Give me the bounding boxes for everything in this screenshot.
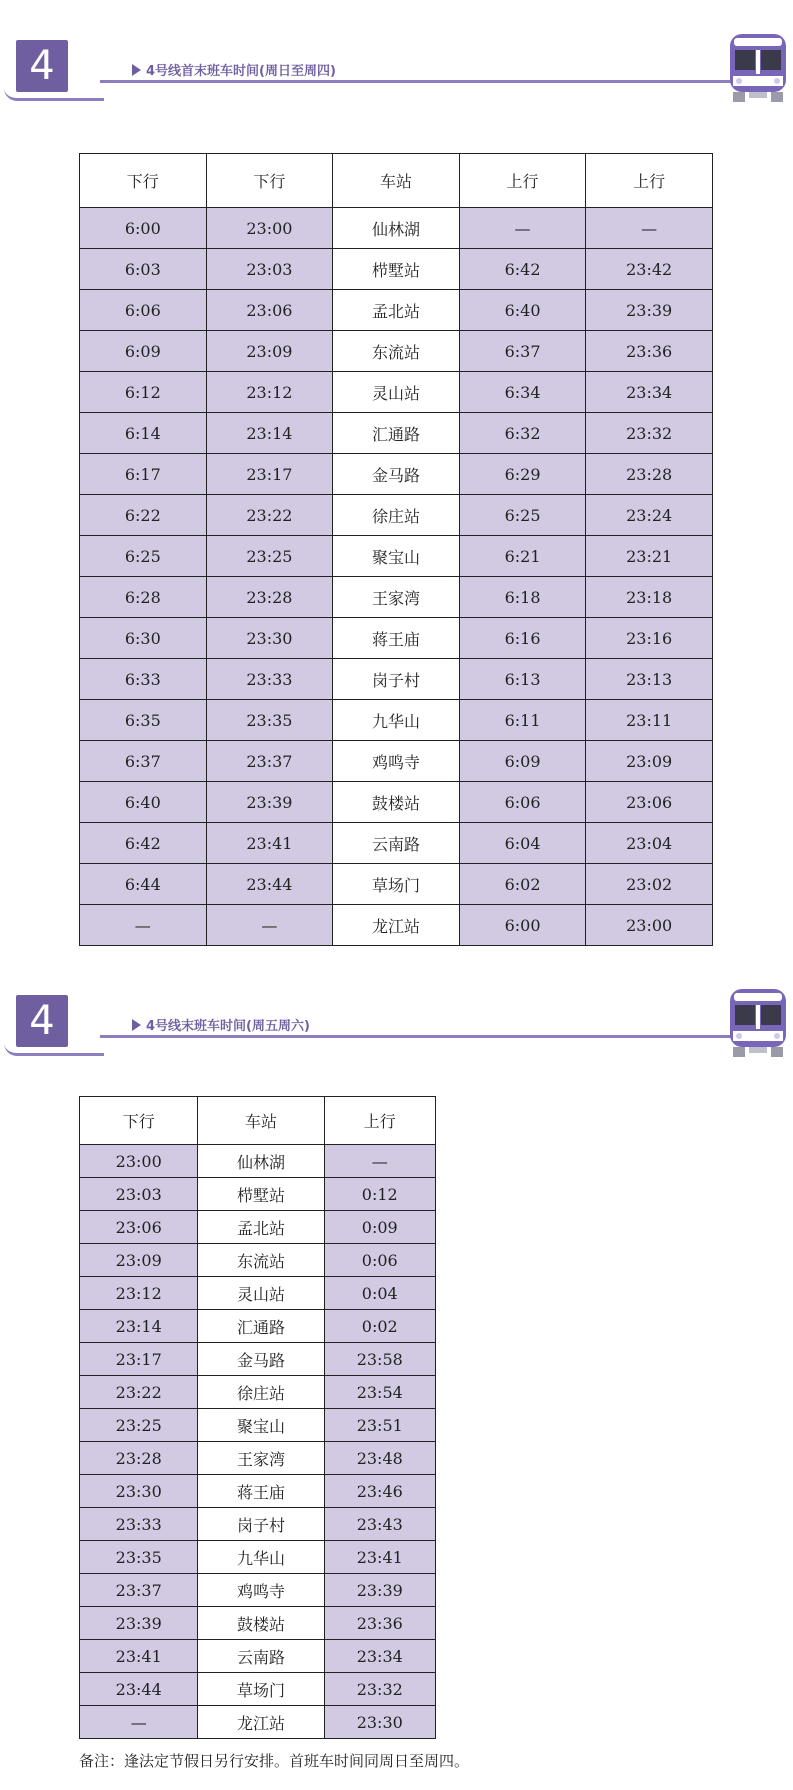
table-cell: 徐庄站 (333, 495, 460, 536)
table-cell: 云南路 (198, 1640, 324, 1673)
table-cell: 6:02 (459, 864, 586, 905)
table-cell: 23:06 (586, 782, 713, 823)
table-cell: 聚宝山 (333, 536, 460, 577)
table-cell: 23:17 (80, 1343, 198, 1376)
table-cell: 草场门 (333, 864, 460, 905)
table-row (80, 1475, 436, 1508)
table-cell: 23:33 (80, 1508, 198, 1541)
table-cell: 23:48 (324, 1442, 436, 1475)
timetable-weekend (79, 1096, 436, 1739)
table-cell: 23:41 (80, 1640, 198, 1673)
table-cell: 23:03 (80, 1178, 198, 1211)
table-cell: 仙林湖 (333, 208, 460, 249)
table-cell: 23:21 (586, 536, 713, 577)
table-cell: 23:25 (206, 536, 333, 577)
table-row (80, 659, 713, 700)
table-cell: 龙江站 (198, 1706, 324, 1739)
table-cell: 鼓楼站 (198, 1607, 324, 1640)
table-cell: 王家湾 (333, 577, 460, 618)
table-cell: 23:03 (206, 249, 333, 290)
table-cell: 6:06 (80, 290, 207, 331)
table-row (80, 1145, 436, 1178)
table-cell: 23:36 (324, 1607, 436, 1640)
triangle-bullet-icon (132, 64, 141, 76)
table-cell: 6:40 (80, 782, 207, 823)
table-cell: 23:18 (586, 577, 713, 618)
table-row (80, 1640, 436, 1673)
table-cell: 23:14 (80, 1310, 198, 1343)
section-title: 4号线首末班车时间(周日至周四) (146, 64, 336, 79)
table-cell: 23:37 (206, 741, 333, 782)
table-cell: 23:04 (586, 823, 713, 864)
table-cell: 23:39 (324, 1574, 436, 1607)
table-header-row (80, 1097, 436, 1145)
table-cell: 6:34 (459, 372, 586, 413)
table-cell: 6:22 (80, 495, 207, 536)
col-header: 下行 (80, 154, 207, 208)
table-cell: 6:37 (459, 331, 586, 372)
table-cell: 龙江站 (333, 905, 460, 946)
table-row (80, 1673, 436, 1706)
table-cell: 23:11 (586, 700, 713, 741)
table-cell: 王家湾 (198, 1442, 324, 1475)
table-cell: 23:46 (324, 1475, 436, 1508)
table-cell: 东流站 (198, 1244, 324, 1277)
table-cell: 蒋王庙 (333, 618, 460, 659)
footnote: 备注：逢法定节假日另行安排。首班车时间同周日至周四。 (79, 1752, 470, 1770)
col-header: 上行 (459, 154, 586, 208)
table-cell: 6:17 (80, 454, 207, 495)
table-row (80, 1178, 436, 1211)
table-cell: 0:12 (324, 1178, 436, 1211)
table-cell: 23:34 (586, 372, 713, 413)
table-row (80, 372, 713, 413)
table-cell: 23:09 (206, 331, 333, 372)
table-cell: 23:33 (206, 659, 333, 700)
table-row (80, 618, 713, 659)
table-cell: 6:06 (459, 782, 586, 823)
col-header: 上行 (324, 1097, 436, 1145)
table-cell: 6:13 (459, 659, 586, 700)
table-cell: 23:42 (586, 249, 713, 290)
table-cell: 6:03 (80, 249, 207, 290)
table-row (80, 782, 713, 823)
table-cell: 23:39 (206, 782, 333, 823)
table-cell: 23:25 (80, 1409, 198, 1442)
col-header: 下行 (206, 154, 333, 208)
table-cell: 23:28 (206, 577, 333, 618)
table-cell: 23:16 (586, 618, 713, 659)
table-cell: 6:32 (459, 413, 586, 454)
table-cell: — (324, 1145, 436, 1178)
table-row (80, 1277, 436, 1310)
table-cell: 鸡鸣寺 (198, 1574, 324, 1607)
table-cell: 孟北站 (333, 290, 460, 331)
table-cell: 23:13 (586, 659, 713, 700)
table-row (80, 454, 713, 495)
table-cell: — (80, 905, 207, 946)
line-badge: 4 (16, 40, 68, 92)
table-cell: 灵山站 (198, 1277, 324, 1310)
table-cell: 23:06 (80, 1211, 198, 1244)
table-cell: 23:00 (206, 208, 333, 249)
table-cell: 岗子村 (198, 1508, 324, 1541)
table-cell: 6:33 (80, 659, 207, 700)
section2-header (0, 995, 793, 1095)
table-cell: 6:16 (459, 618, 586, 659)
table-row (80, 1442, 436, 1475)
col-header: 上行 (586, 154, 713, 208)
table-cell: 23:37 (80, 1574, 198, 1607)
table-cell: 23:22 (206, 495, 333, 536)
table-cell: 23:00 (80, 1145, 198, 1178)
table-cell: 6:09 (459, 741, 586, 782)
table-cell: 23:17 (206, 454, 333, 495)
table-cell: 6:25 (459, 495, 586, 536)
table-cell: 6:11 (459, 700, 586, 741)
table-cell: 0:06 (324, 1244, 436, 1277)
table-cell: 23:44 (206, 864, 333, 905)
table-cell: 23:34 (324, 1640, 436, 1673)
table-cell: 栉墅站 (333, 249, 460, 290)
table-cell: 23:54 (324, 1376, 436, 1409)
table-row (80, 1343, 436, 1376)
table-cell: 23:22 (80, 1376, 198, 1409)
table-row (80, 823, 713, 864)
col-header: 车站 (333, 154, 460, 208)
table-row (80, 741, 713, 782)
table-cell: 金马路 (198, 1343, 324, 1376)
table-cell: 6:35 (80, 700, 207, 741)
table-row (80, 413, 713, 454)
table-row (80, 290, 713, 331)
table-cell: 草场门 (198, 1673, 324, 1706)
table-cell: 蒋王庙 (198, 1475, 324, 1508)
table-cell: 23:30 (80, 1475, 198, 1508)
table-cell: 23:32 (586, 413, 713, 454)
table-cell: 6:14 (80, 413, 207, 454)
table-row (80, 1508, 436, 1541)
table-row (80, 1310, 436, 1343)
table-cell: 岗子村 (333, 659, 460, 700)
table-cell: — (586, 208, 713, 249)
table-cell: 23:06 (206, 290, 333, 331)
table-cell: 23:30 (206, 618, 333, 659)
table-cell: 23:36 (586, 331, 713, 372)
table-cell: 6:00 (459, 905, 586, 946)
table-row (80, 1409, 436, 1442)
table-cell: 6:37 (80, 741, 207, 782)
table-cell: 仙林湖 (198, 1145, 324, 1178)
table-cell: 23:43 (324, 1508, 436, 1541)
table-cell: 23:02 (586, 864, 713, 905)
table-cell: 云南路 (333, 823, 460, 864)
table-row (80, 1211, 436, 1244)
table-row (80, 1574, 436, 1607)
table-row (80, 208, 713, 249)
section-title: 4号线末班车时间(周五周六) (146, 1019, 310, 1034)
table-cell: 6:28 (80, 577, 207, 618)
table-cell: 23:30 (324, 1706, 436, 1739)
table-cell: 0:04 (324, 1277, 436, 1310)
table-cell: 6:42 (459, 249, 586, 290)
table-cell: 23:39 (586, 290, 713, 331)
table-cell: 6:21 (459, 536, 586, 577)
table-row (80, 331, 713, 372)
table-cell: 23:35 (80, 1541, 198, 1574)
table-cell: 孟北站 (198, 1211, 324, 1244)
table-cell: 0:09 (324, 1211, 436, 1244)
table-cell: — (459, 208, 586, 249)
header-rule-long (100, 80, 736, 83)
table-cell: 金马路 (333, 454, 460, 495)
table-cell: 徐庄站 (198, 1376, 324, 1409)
table-cell: 23:44 (80, 1673, 198, 1706)
table-cell: 23:12 (80, 1277, 198, 1310)
table-cell: 23:41 (324, 1541, 436, 1574)
table-cell: 6:30 (80, 618, 207, 659)
table-cell: 6:12 (80, 372, 207, 413)
table-cell: 汇通路 (198, 1310, 324, 1343)
table-row (80, 864, 713, 905)
table-cell: 鼓楼站 (333, 782, 460, 823)
table-cell: 23:14 (206, 413, 333, 454)
triangle-bullet-icon (132, 1019, 141, 1031)
section1-header (0, 40, 793, 140)
table-row (80, 1376, 436, 1409)
metro-train-icon (727, 30, 789, 106)
table-cell: 聚宝山 (198, 1409, 324, 1442)
table-cell: — (80, 1706, 198, 1739)
table-row (80, 577, 713, 618)
table-cell: 23:28 (80, 1442, 198, 1475)
table-row (80, 1706, 436, 1739)
table-cell: 23:09 (586, 741, 713, 782)
table-cell: 23:12 (206, 372, 333, 413)
header-rule-long (100, 1035, 736, 1038)
table-cell: 6:04 (459, 823, 586, 864)
table-cell: 6:09 (80, 331, 207, 372)
col-header: 车站 (198, 1097, 324, 1145)
table-cell: 23:28 (586, 454, 713, 495)
table-cell: 23:39 (80, 1607, 198, 1640)
table-cell: 6:25 (80, 536, 207, 577)
table-cell: 23:41 (206, 823, 333, 864)
table-cell: 灵山站 (333, 372, 460, 413)
table-cell: 23:00 (586, 905, 713, 946)
metro-train-icon (727, 985, 789, 1061)
timetable-weekday (79, 153, 713, 946)
table-cell: 东流站 (333, 331, 460, 372)
table-cell: 0:02 (324, 1310, 436, 1343)
table-cell: 九华山 (198, 1541, 324, 1574)
table-cell: 6:00 (80, 208, 207, 249)
header-rule (4, 88, 104, 101)
line-badge: 4 (16, 995, 68, 1047)
table-row (80, 905, 713, 946)
table-row (80, 1607, 436, 1640)
table-cell: 栉墅站 (198, 1178, 324, 1211)
table-cell: 6:40 (459, 290, 586, 331)
table-header-row (80, 154, 713, 208)
table-cell: 6:42 (80, 823, 207, 864)
table-row (80, 700, 713, 741)
table-row (80, 536, 713, 577)
table-cell: 鸡鸣寺 (333, 741, 460, 782)
table-cell: 九华山 (333, 700, 460, 741)
table-row (80, 1541, 436, 1574)
table-cell: 23:35 (206, 700, 333, 741)
header-rule (4, 1043, 104, 1056)
table-cell: 6:18 (459, 577, 586, 618)
table-cell: 6:44 (80, 864, 207, 905)
table-cell: 23:58 (324, 1343, 436, 1376)
table-cell: 23:09 (80, 1244, 198, 1277)
table-cell: 6:29 (459, 454, 586, 495)
table-row (80, 249, 713, 290)
table-cell: — (206, 905, 333, 946)
table-row (80, 495, 713, 536)
table-cell: 23:51 (324, 1409, 436, 1442)
table-cell: 汇通路 (333, 413, 460, 454)
table-cell: 23:24 (586, 495, 713, 536)
col-header: 下行 (80, 1097, 198, 1145)
table-cell: 23:32 (324, 1673, 436, 1706)
table-row (80, 1244, 436, 1277)
